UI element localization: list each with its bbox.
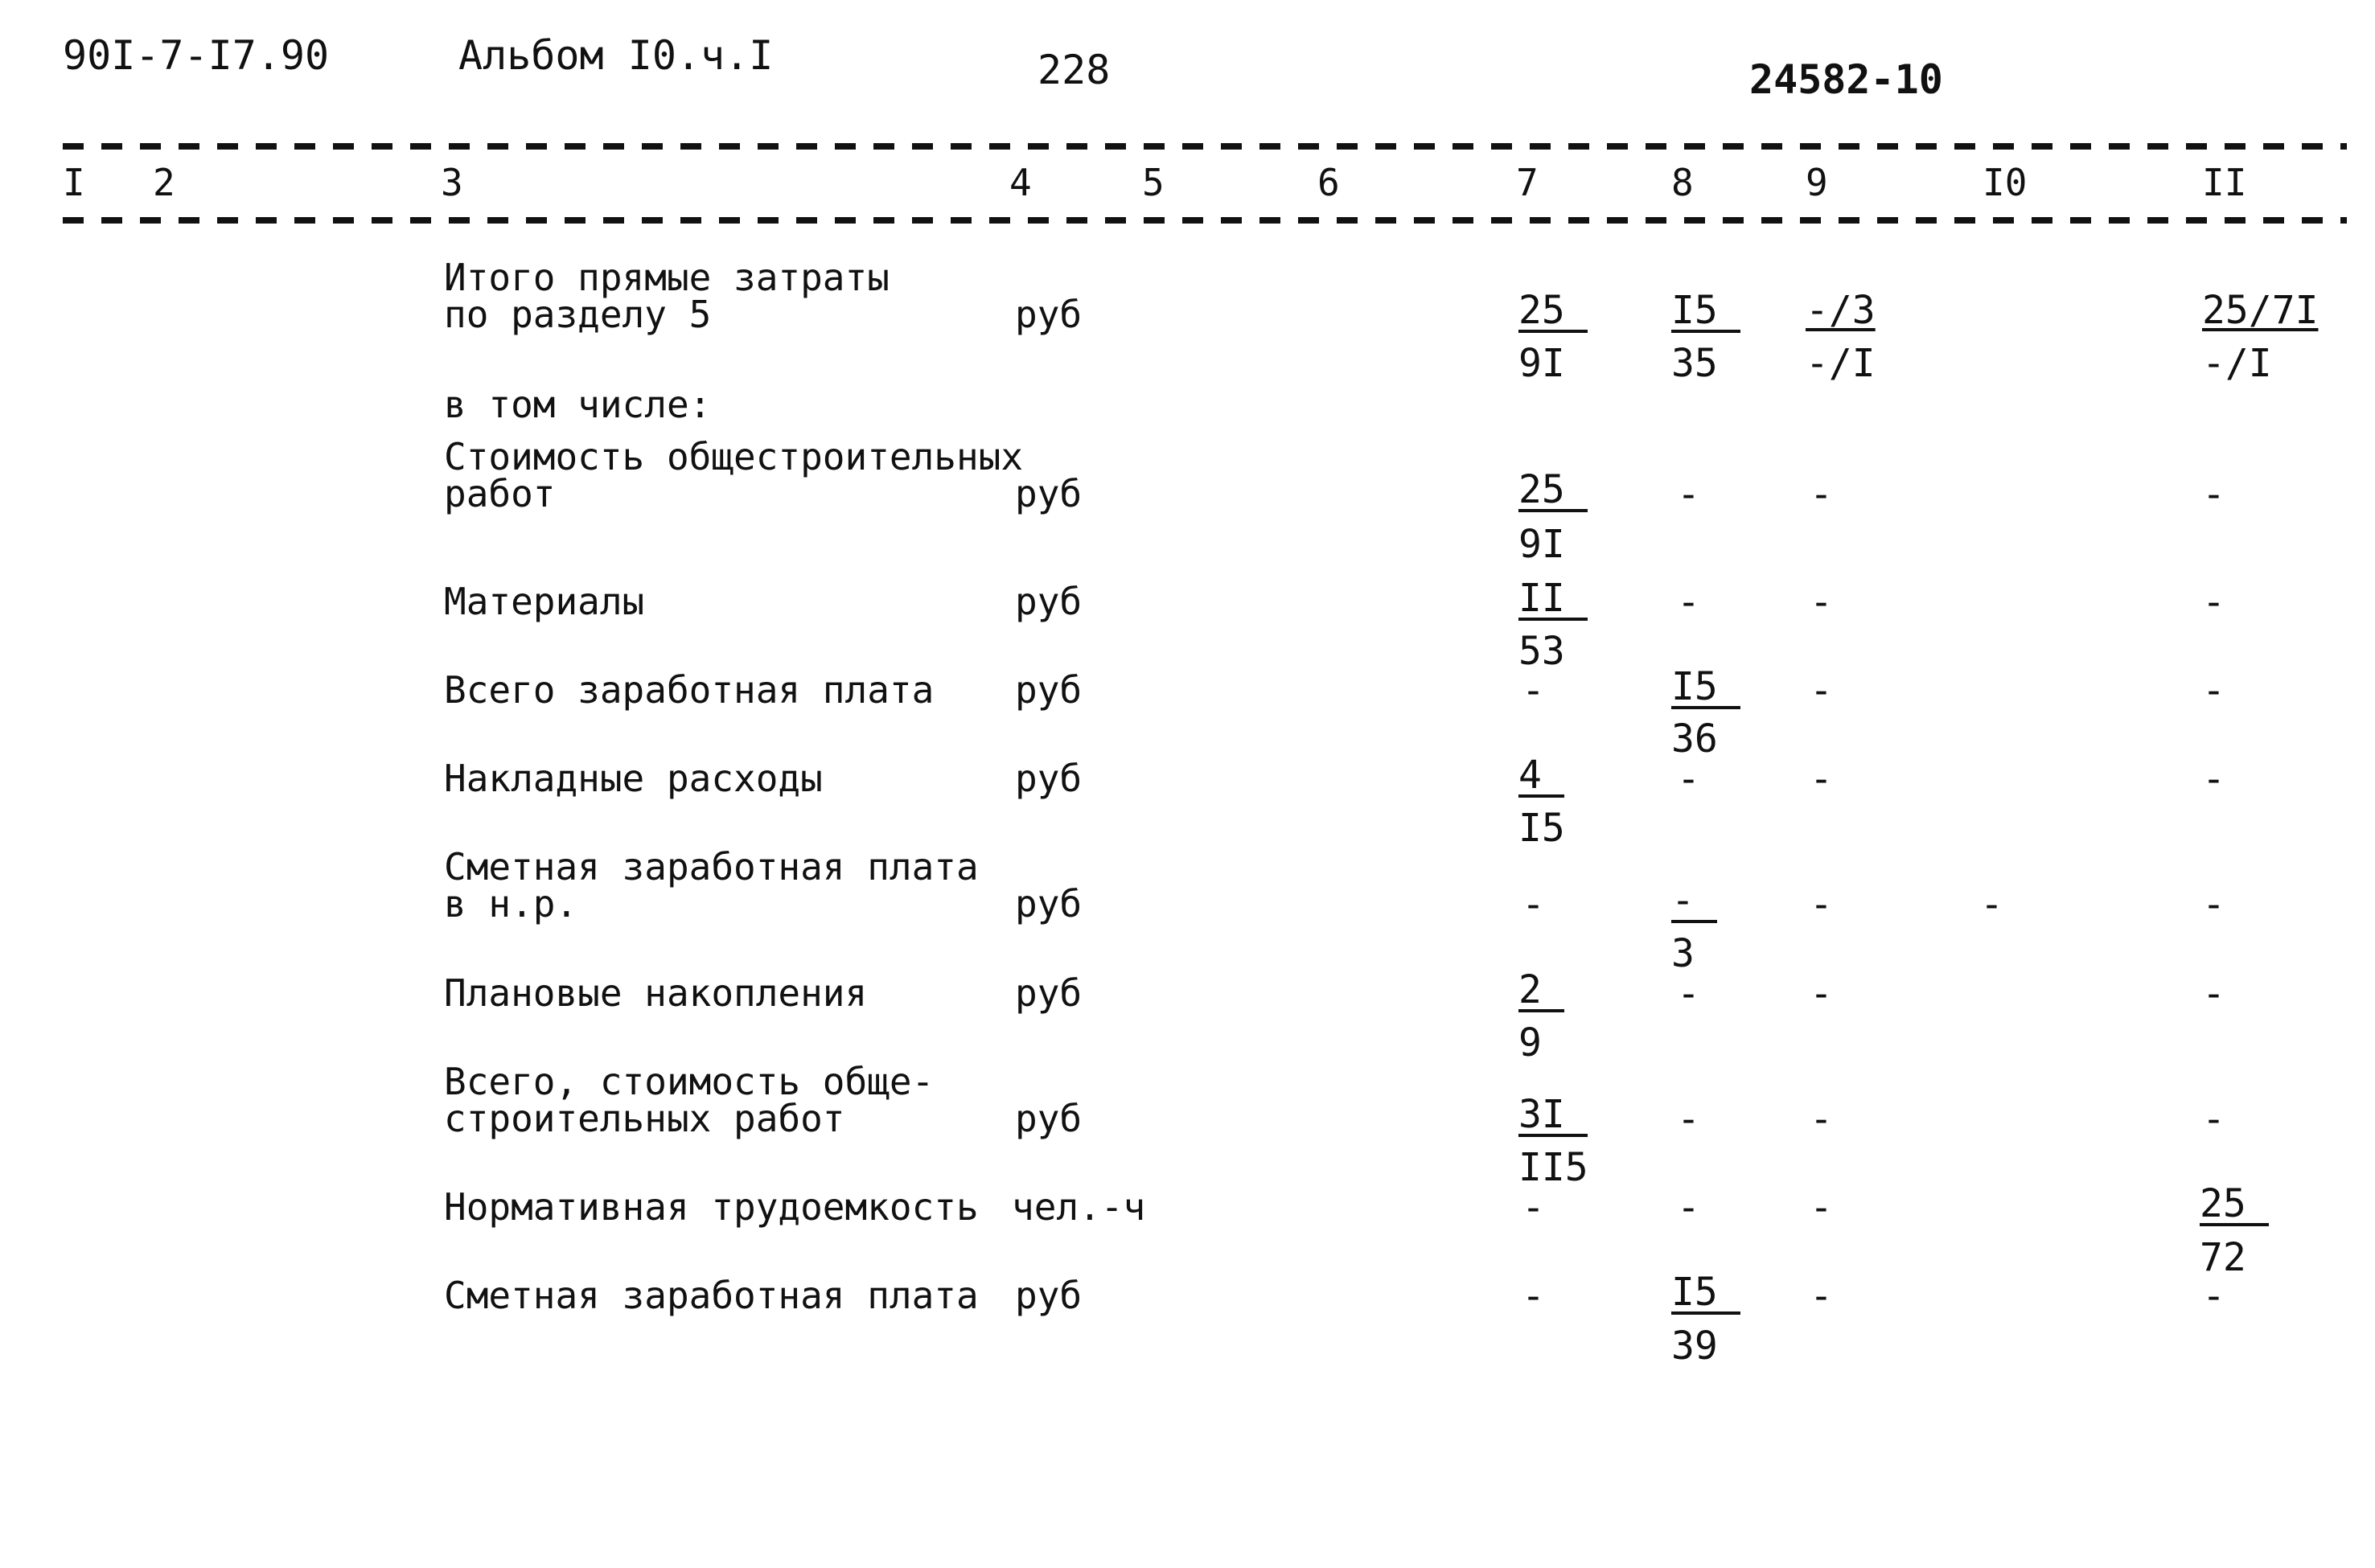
cell-col11: -: [2202, 472, 2225, 517]
column-header-8: 8: [1671, 161, 1694, 204]
doc-code: 90I-7-I7.90: [63, 32, 330, 79]
cell-col8: [1671, 878, 1717, 923]
column-header-11: II: [2202, 161, 2247, 204]
cell-col8: [1671, 664, 1740, 709]
column-header-1: I: [63, 161, 85, 204]
album-label: Альбом I0.ч.I: [458, 32, 774, 79]
cell-col11-top: 25/7I: [2202, 288, 2319, 333]
row-unit: руб: [1015, 580, 1083, 623]
row-unit: чел.-ч: [1012, 1185, 1146, 1229]
cell-col11: [2200, 1181, 2269, 1226]
row-label: Сметная заработная плата: [444, 845, 979, 889]
row-label: Нормативная трудоемкость: [444, 1185, 979, 1229]
cell-col7-top: 2: [1518, 971, 1564, 1012]
row-label: Всего, стоимость обще-: [444, 1060, 935, 1103]
row-unit: руб: [1015, 882, 1083, 926]
cell-col7: -: [1522, 1185, 1545, 1230]
row-label: Материалы: [444, 580, 645, 623]
cell-col11: -: [2202, 757, 2225, 802]
cell-col9: -: [1810, 971, 1833, 1016]
row-unit: руб: [1015, 1274, 1083, 1317]
cell-col8-bottom: 35: [1671, 341, 1718, 386]
cell-col10: -: [1980, 882, 2003, 927]
row-label: Итого прямые затраты: [444, 256, 890, 299]
cell-col7-bottom: 53: [1518, 629, 1565, 674]
cell-col7-top: 25: [1518, 470, 1588, 512]
column-header-10: I0: [1983, 161, 2028, 204]
cell-col7: -: [1522, 1274, 1545, 1319]
cell-col8: [1671, 1270, 1740, 1315]
cell-col7-top: II: [1518, 579, 1588, 621]
row-label-cont: строительных работ: [444, 1097, 845, 1140]
cell-col11: -: [2202, 971, 2225, 1016]
cell-col8-bottom: 3: [1671, 931, 1695, 976]
cell-col9-top: -/3: [1806, 288, 1876, 333]
row-label: Накладные расходы: [444, 757, 823, 800]
cell-col11-bottom: 72: [2200, 1235, 2246, 1280]
cell-col11-bottom: -/I: [2202, 341, 2272, 386]
column-header-5: 5: [1142, 161, 1165, 204]
cell-col8: -: [1677, 1097, 1700, 1142]
row-unit: руб: [1015, 293, 1083, 336]
cell-col7: -: [1522, 882, 1545, 927]
cell-col8-bottom: 39: [1671, 1324, 1718, 1369]
cell-col11: -: [2202, 580, 2225, 625]
cell-col9: -: [1810, 757, 1833, 802]
cell-col7: [1518, 288, 1588, 333]
cell-col9: -: [1810, 1274, 1833, 1319]
column-header-3: 3: [441, 161, 463, 204]
cell-col9: -: [1810, 1097, 1833, 1142]
cell-col7-top: 4: [1518, 756, 1564, 798]
cell-col7: [1518, 967, 1564, 1012]
cell-col8-top: I5: [1671, 291, 1740, 333]
row-label-cont: в н.р.: [444, 882, 578, 926]
cell-col8: -: [1677, 757, 1700, 802]
cell-col7-top: 25: [1518, 291, 1588, 333]
cell-col7: [1518, 467, 1588, 512]
cell-col7-top: 3I: [1518, 1095, 1588, 1137]
row-unit: руб: [1015, 757, 1083, 800]
column-header-9: 9: [1806, 161, 1828, 204]
row-unit: руб: [1015, 472, 1083, 515]
column-header-7: 7: [1516, 161, 1539, 204]
cell-col7-bottom: 9I: [1518, 341, 1565, 386]
cell-col11: -: [2202, 1097, 2225, 1142]
cell-col8: -: [1677, 472, 1700, 517]
cell-col7: [1518, 753, 1564, 798]
row-label-cont: по разделу 5: [444, 293, 712, 336]
row-unit: руб: [1015, 1097, 1083, 1140]
cell-col9: -: [1810, 472, 1833, 517]
column-header-6: 6: [1317, 161, 1340, 204]
column-header-2: 2: [153, 161, 175, 204]
cell-col8: -: [1677, 971, 1700, 1016]
cell-col7: [1518, 576, 1588, 621]
cell-col7: [1518, 1092, 1588, 1137]
cell-col7-bottom: II5: [1518, 1145, 1588, 1190]
cell-col7-bottom: 9I: [1518, 522, 1565, 567]
row-label-subtitle: в том числе:: [444, 383, 712, 426]
cell-col8-top: I5: [1671, 1273, 1740, 1315]
cell-col8: -: [1677, 580, 1700, 625]
cell-col11-top: 25: [2200, 1184, 2269, 1226]
cell-col7: -: [1522, 668, 1545, 713]
cell-col7-bottom: I5: [1518, 806, 1565, 851]
cell-col9-bottom: -/I: [1806, 341, 1876, 386]
page-number: 228: [1038, 47, 1111, 93]
row-label: Сметная заработная плата: [444, 1274, 979, 1317]
cell-col8-top: I5: [1671, 667, 1740, 709]
row-label: Всего заработная плата: [444, 668, 935, 712]
dashed-rule-bottom: [63, 217, 2347, 224]
row-label-cont: работ: [444, 472, 556, 515]
cell-col8-top: -: [1671, 881, 1717, 923]
row-label: Стоимость общестроительных: [444, 435, 1024, 478]
column-header-4: 4: [1009, 161, 1032, 204]
row-label: Плановые накопления: [444, 971, 868, 1015]
cell-col9: -: [1810, 580, 1833, 625]
cell-col8: [1671, 288, 1740, 333]
cell-col11: -: [2202, 1274, 2225, 1319]
dashed-rule-top: [63, 143, 2347, 150]
cell-col9: -: [1810, 882, 1833, 927]
sheet-code: 24582-10: [1749, 56, 1943, 103]
cell-col9: -: [1810, 1185, 1833, 1230]
cell-col7-bottom: 9: [1518, 1020, 1542, 1065]
cell-col9: -: [1810, 668, 1833, 713]
cell-col8-bottom: 36: [1671, 716, 1718, 761]
row-unit: руб: [1015, 668, 1083, 712]
cell-col11: -: [2202, 668, 2225, 713]
row-unit: руб: [1015, 971, 1083, 1015]
cell-col11: -: [2202, 882, 2225, 927]
cell-col8: -: [1677, 1185, 1700, 1230]
